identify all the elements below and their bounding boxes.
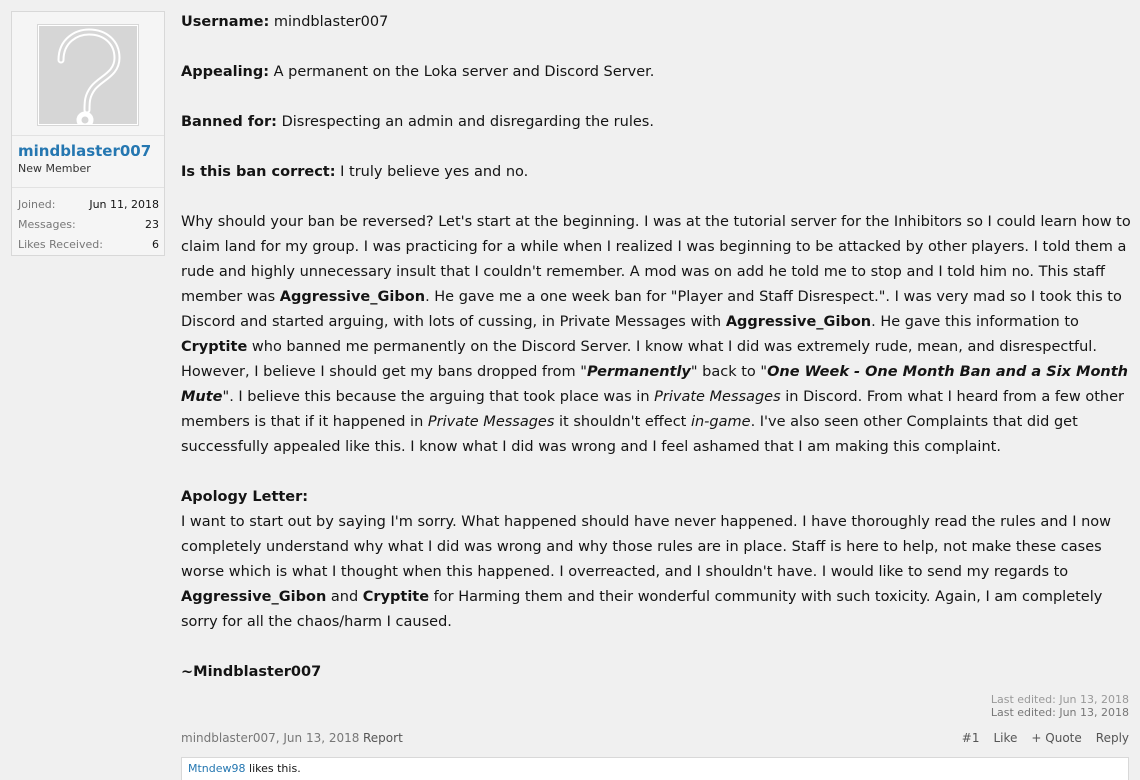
post-author-date: mindblaster007, Jun 13, 2018 <box>181 731 360 745</box>
liker-link[interactable]: Mtndew98 <box>188 762 246 775</box>
mention-gibon: Aggressive_Gibon <box>279 289 426 305</box>
user-title: New Member <box>18 162 91 175</box>
emphasis: Permanently <box>586 364 691 380</box>
author-link[interactable]: mindblaster007 <box>181 731 276 745</box>
likes-summary <box>181 757 1129 780</box>
ban-correct-line <box>181 160 1131 185</box>
like-button[interactable]: Like <box>993 731 1018 745</box>
avatar[interactable] <box>37 24 139 126</box>
post-number-link[interactable]: #1 <box>961 731 980 745</box>
apology-heading: Apology Letter: <box>181 489 309 505</box>
divider <box>12 187 164 188</box>
mention-cryptite: Cryptite <box>181 339 248 355</box>
reply-button[interactable]: Reply <box>1095 731 1129 745</box>
extra-user-info <box>18 195 159 255</box>
stat-value: 6 <box>152 238 159 251</box>
mention-cryptite: Cryptite <box>362 589 430 605</box>
emphasis: Private Messages <box>654 389 781 405</box>
emphasis: in-game <box>690 414 751 430</box>
last-edited: Last edited: Jun 13, 2018 <box>990 706 1129 719</box>
stat-value: Jun 11, 2018 <box>89 198 159 211</box>
report-link[interactable]: Report <box>363 731 403 745</box>
sidebar-username-link[interactable]: mindblaster007 <box>18 142 152 160</box>
default-avatar-icon <box>39 26 137 124</box>
stat-value[interactable]: 23 <box>145 218 159 231</box>
mention-gibon: Aggressive_Gibon <box>181 589 327 605</box>
appealing-line <box>181 60 1131 85</box>
emphasis: Private Messages <box>427 414 555 430</box>
field-value: I truly believe yes and no. <box>340 164 529 180</box>
user-details <box>12 135 164 176</box>
message-user-info <box>11 11 165 256</box>
field-label: Username: <box>181 14 270 30</box>
stat-label: Likes Received: <box>18 238 103 251</box>
message-meta <box>181 731 1129 749</box>
stat-label[interactable]: Messages: <box>18 218 76 231</box>
apology-paragraph: I want to start out by saying I'm sorry. What happened should have never happened. I have thoroughly read the rules and I now completely understand why what I did was wrong and why those rules are in place. Staff is here to help, not make these cases worse which is what I thought when this happened. I overreacted, and I shouldn't have. I would like to send my regards to Aggressive_Gibon and Cryptite for Harming them and their wonderful community with such toxicity. Again, I am completely sorry for all the chaos/harm I caused. <box>181 514 1112 630</box>
likes-text: likes this. <box>249 762 301 775</box>
quote-button[interactable]: + Quote <box>1031 731 1082 745</box>
username-line <box>181 10 1131 35</box>
message-content <box>181 10 1131 685</box>
public-controls <box>962 731 1129 745</box>
stat-row-messages <box>18 215 159 235</box>
stat-row-likes <box>18 235 159 255</box>
mention-gibon: Aggressive_Gibon <box>725 314 872 330</box>
field-label: Is this ban correct: <box>181 164 336 180</box>
post-date-link[interactable]: Jun 13, 2018 <box>283 731 360 745</box>
last-edited-ghost: Last edited: Jun 13, 2018 <box>990 693 1129 706</box>
field-value: Disrespecting an admin and disregarding the rules. <box>281 114 654 130</box>
signature: ~Mindblaster007 <box>181 664 322 680</box>
field-value: mindblaster007 <box>273 14 389 30</box>
field-label: Appealing: <box>181 64 270 80</box>
banned-for-line <box>181 110 1131 135</box>
stat-row-joined <box>18 195 159 215</box>
field-label: Banned for: <box>181 114 277 130</box>
field-value: A permanent on the Loka server and Discord Server. <box>273 64 655 80</box>
why-reversed-paragraph: Why should your ban be reversed? Let's start at the beginning. I was at the tutorial server for the Inhibitors so I could learn how to claim land for my group. I was practicing for a while when I realized I was beginning to be attacked by other players. I told them a rude and highly unnecessary insult that I couldn't remember. A mod was on add he told me to stop and I told him no. This staff member was Aggressive_Gibon. He gave me a one week ban for "Player and Staff Disrespect.". I was very mad so I took this to Discord and started arguing, with lots of cussing, in Private Messages with Aggressive_Gibon. He gave this information to Cryptite who banned me permanently on the Discord Server. I know what I did was extremely rude, mean, and disrespectful. However, I believe I should get my bans dropped from "Permanently" back to "One Week - One Month Ban and a Six Month Mute". I believe this because the arguing that took place was in Private Messages in Discord. From what I heard from a few other members is that if it happened in Private Messages it shouldn't effect in-game. I've also seen other Complaints that did get successfully appealed like this. I know what I did was wrong and I feel ashamed that I am making this complaint. <box>181 214 1131 455</box>
stat-label: Joined: <box>18 198 56 211</box>
emphasis: One Week - One Month Ban and a Six Month Mute <box>181 364 1129 405</box>
avatar-holder <box>12 12 164 134</box>
